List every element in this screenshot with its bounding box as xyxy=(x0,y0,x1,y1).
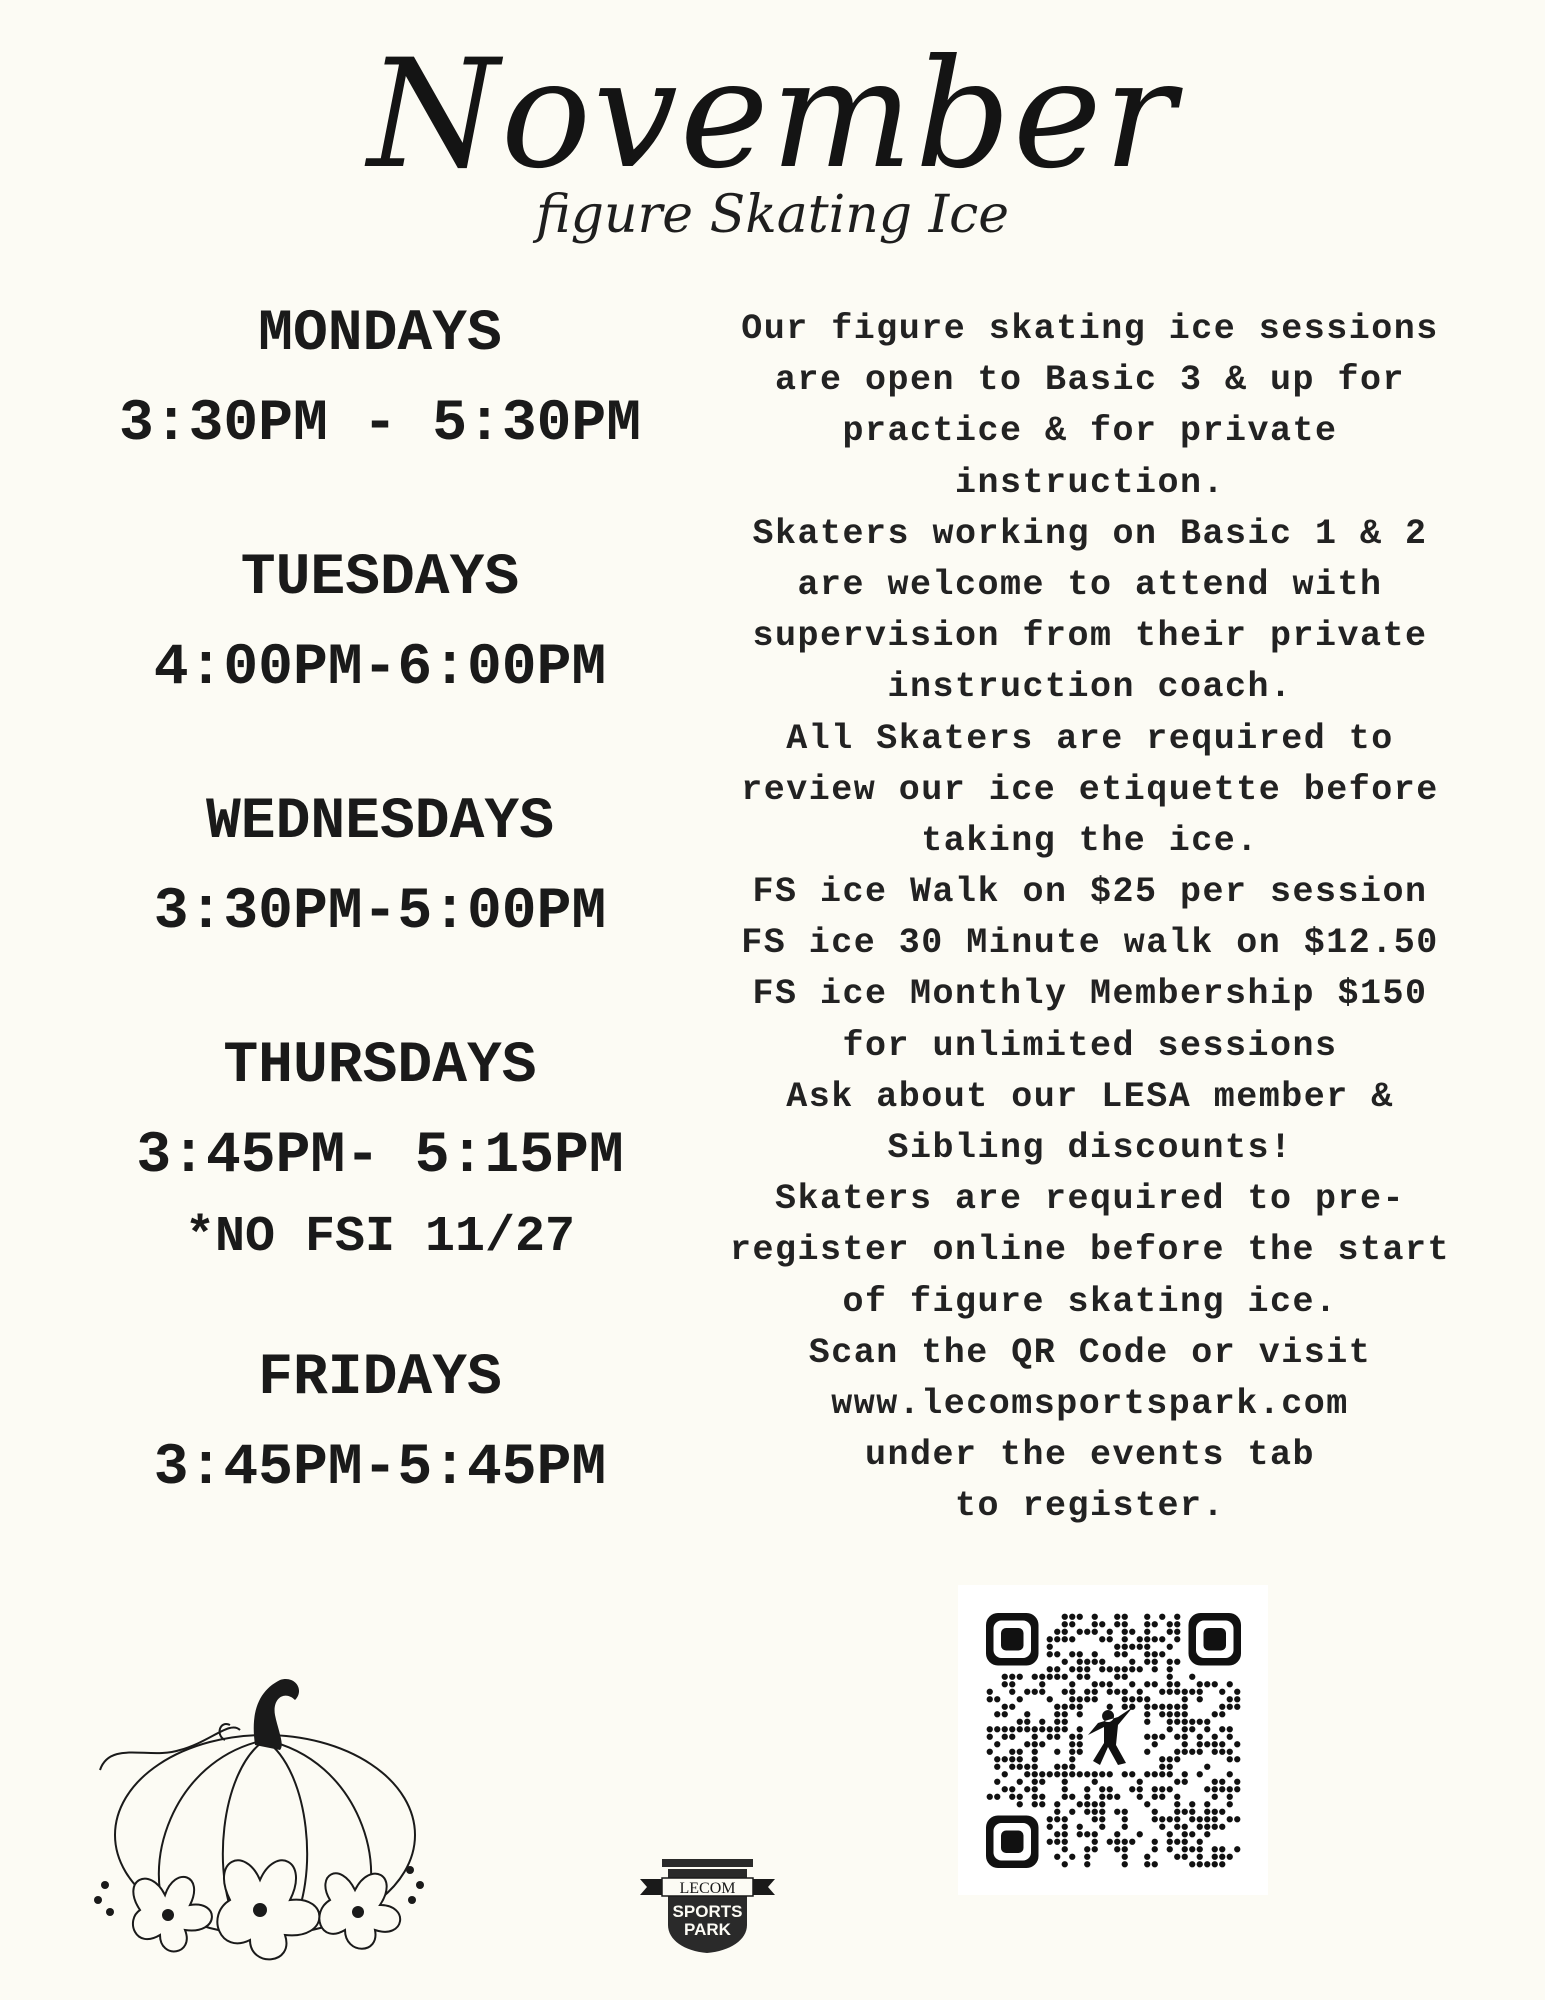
pumpkin-icon xyxy=(80,1650,440,1970)
info-line: Skaters are required to pre- xyxy=(774,1179,1406,1220)
info-line: review our ice etiquette before xyxy=(741,769,1439,810)
info-line: FS ice 30 Minute walk on $12.50 xyxy=(741,923,1439,964)
schedule-wednesday xyxy=(60,788,700,952)
qr-code-icon[interactable] xyxy=(958,1585,1268,1895)
time-range: 3:30PM - 5:30PM xyxy=(118,392,642,457)
qr-code-panel[interactable] xyxy=(958,1585,1268,1895)
logo-line2-text: PARK xyxy=(684,1920,731,1939)
info-line: Ask about our LESA member & xyxy=(786,1076,1394,1117)
info-line: Sibling discounts! xyxy=(887,1128,1293,1168)
schedule-note: *NO FSI 11/27 xyxy=(184,1209,576,1266)
info-line: are open to Basic 3 & up for xyxy=(774,360,1406,401)
schedule-thursday xyxy=(60,1032,700,1270)
info-line: instruction coach. xyxy=(887,667,1293,708)
info-line: supervision from their private xyxy=(752,616,1428,657)
info-line: for unlimited sessions xyxy=(842,1025,1338,1066)
schedule-monday xyxy=(60,300,700,464)
day-label: THURSDAYS xyxy=(223,1034,537,1099)
info-line: FS ice Monthly Membership $150 xyxy=(752,974,1428,1015)
logo-line1-text: SPORTS xyxy=(672,1902,743,1921)
info-line: register online before the start xyxy=(729,1230,1451,1271)
info-line: under the events tab xyxy=(864,1435,1316,1476)
info-website[interactable]: www.lecomsportspark.com xyxy=(831,1383,1349,1424)
logo-top-text: LECOM xyxy=(679,1880,736,1897)
time-range: 3:30PM-5:00PM xyxy=(153,880,607,945)
info-line: Scan the QR Code or visit xyxy=(808,1332,1372,1373)
info-line: instruction. xyxy=(954,462,1226,503)
day-label: TUESDAYS xyxy=(240,546,520,611)
lecom-sports-park-logo-icon xyxy=(640,1855,775,1955)
schedule-tuesday xyxy=(60,544,700,708)
page-subtitle: figure Skating Ice xyxy=(535,185,1010,245)
info-line: Our figure skating ice sessions xyxy=(741,309,1439,349)
day-label: MONDAYS xyxy=(258,302,502,367)
info-text xyxy=(700,304,1480,1533)
info-line: of figure skating ice. xyxy=(842,1281,1338,1322)
info-line: to register. xyxy=(954,1486,1226,1527)
info-line: practice & for private xyxy=(842,411,1338,452)
info-line: Skaters working on Basic 1 & 2 xyxy=(752,513,1428,554)
page-title: November xyxy=(367,28,1178,202)
info-line: FS ice Walk on $25 per session xyxy=(752,872,1428,913)
day-label: WEDNESDAYS xyxy=(205,790,555,855)
day-label: FRIDAYS xyxy=(258,1346,502,1411)
info-line: All Skaters are required to xyxy=(786,718,1394,759)
info-line: taking the ice. xyxy=(921,820,1259,861)
time-range: 4:00PM-6:00PM xyxy=(153,636,607,701)
schedule-friday xyxy=(60,1344,700,1508)
schedule xyxy=(60,300,700,1508)
time-range: 3:45PM- 5:15PM xyxy=(136,1124,624,1189)
time-range: 3:45PM-5:45PM xyxy=(153,1436,607,1501)
info-line: are welcome to attend with xyxy=(797,564,1383,605)
